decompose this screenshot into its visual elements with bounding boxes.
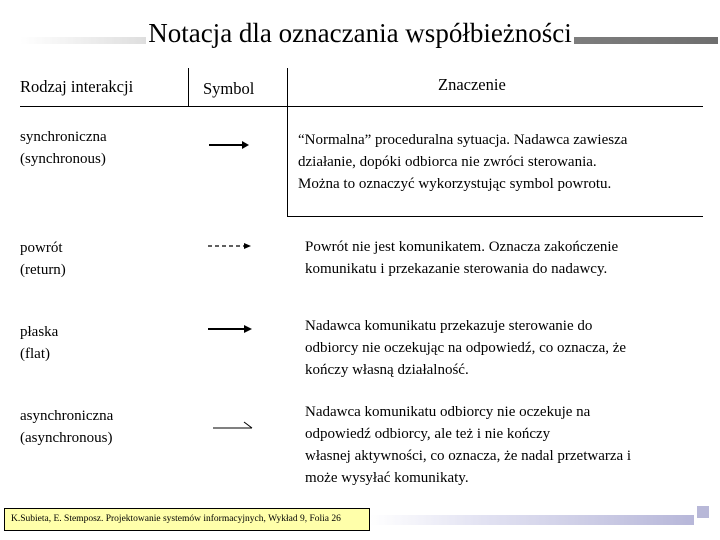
footer-gradient-bar [370, 515, 694, 525]
header-meaning: Znaczenie [438, 75, 506, 94]
meaning-text: Nadawca komunikatu przekazuje sterowanie do odbiorcy nie oczekując na odpowiedź, co oznacza, że kończy własną działalność. [305, 318, 627, 378]
footer-citation: K.Subieta, E. Stemposz. Projektowanie systemów informacyjnych, Wykład 9, Folia 26 [4, 508, 370, 531]
header-rule [20, 106, 703, 107]
solid-thick-arrow-icon [207, 323, 253, 335]
dashed-arrow-icon [207, 240, 253, 252]
header-divider-2 [287, 68, 288, 216]
kind-label: asynchroniczna (asynchronous) [20, 408, 114, 446]
footer-square [697, 506, 709, 518]
kind-label: powrót (return) [20, 240, 66, 278]
kind-label: płaska (flat) [20, 324, 59, 362]
meaning-text: Nadawca komunikatu odbiorcy nie oczekuje na odpowiedź odbiorcy, ale też i nie kończy własnej aktywności, co oznacza, że nadal przetwarza i może wysyłać komunikaty. [305, 404, 632, 486]
row-rule [287, 216, 703, 217]
solid-filled-arrow-icon [208, 139, 250, 151]
slide-title: Notacja dla oznaczania współbieżności [148, 18, 572, 48]
header-symbol: Symbol [203, 79, 255, 98]
header-divider-1 [188, 68, 189, 106]
kind-label: synchroniczna (synchronous) [20, 129, 107, 167]
half-arrow-icon [212, 418, 254, 430]
meaning-text: Powrót nie jest komunikatem. Oznacza zakończenie komunikatu i przekazanie sterowania do nadawcy. [305, 239, 619, 277]
meaning-text: “Normalna” proceduralna sytuacja. Nadawca zawiesza działanie, dopóki odbiorca nie zwróci sterowania. Można to oznaczyć wykorzystując symbol powrotu. [298, 132, 628, 192]
header-kind: Rodzaj interakcji [20, 77, 134, 96]
